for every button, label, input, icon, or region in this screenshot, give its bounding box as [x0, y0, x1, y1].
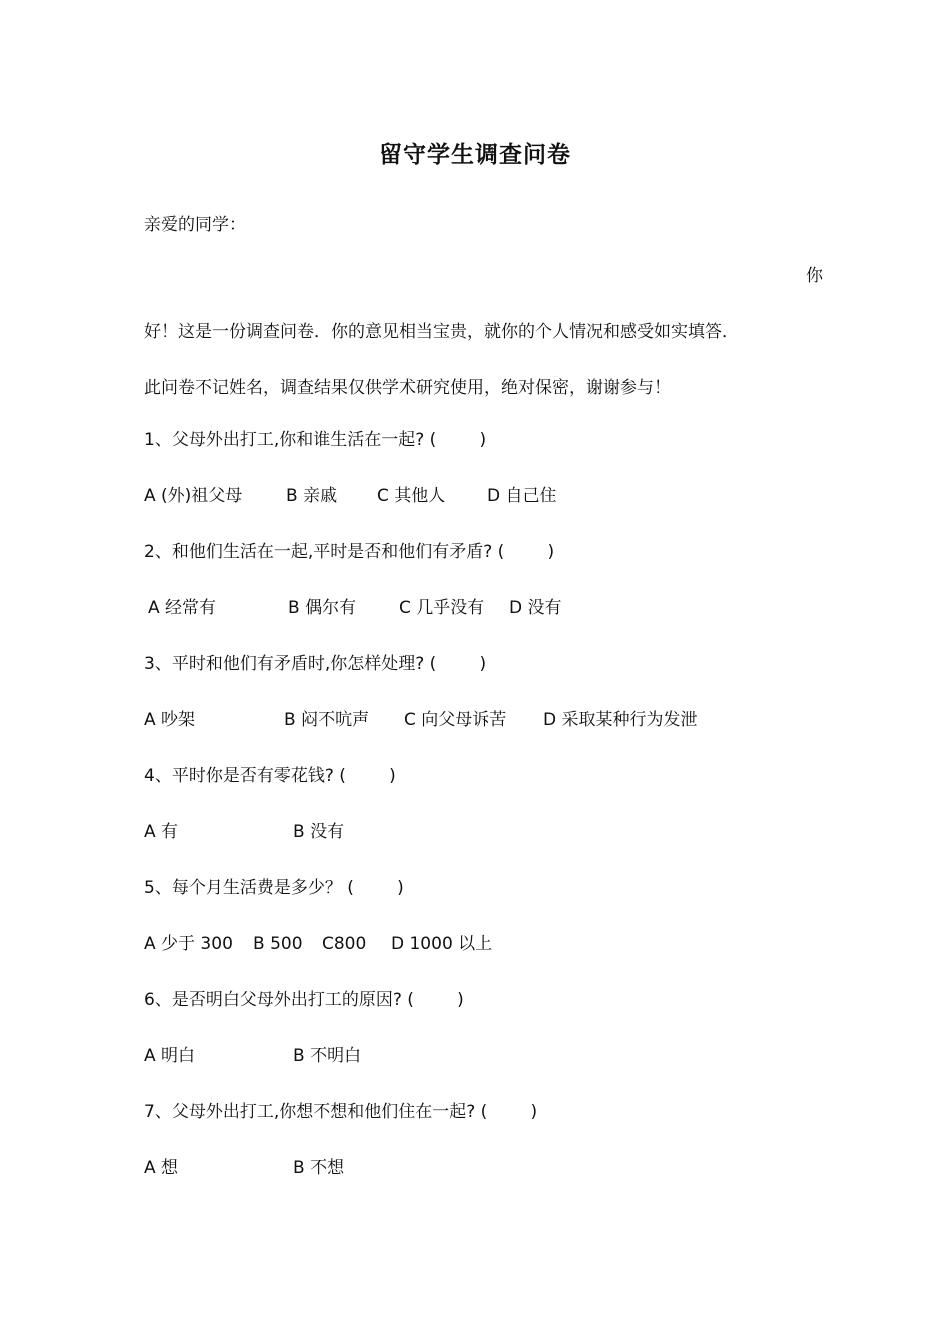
- question-2: 2、和他们生活在一起,平时是否和他们有矛盾? ( ): [144, 542, 555, 562]
- question-7: 7、父母外出打工,你想不想和他们住在一起? ( ): [144, 1102, 538, 1122]
- question-6: 6、是否明白父母外出打工的原因? ( ): [144, 990, 464, 1010]
- q1-option-d: D 自己住: [487, 486, 557, 506]
- q6-option-a: A 明白: [144, 1046, 196, 1066]
- question-5: 5、每个月生活费是多少？ ( ): [144, 878, 404, 898]
- q5-option-a: A 少于 300: [144, 934, 233, 954]
- intro-line-2: 此问卷不记姓名，调查结果仅供学术研究使用，绝对保密，谢谢参与！: [144, 378, 671, 398]
- q7-option-a: A 想: [144, 1158, 179, 1178]
- q5-option-b: B 500: [253, 934, 303, 954]
- q3-option-d: D 采取某种行为发泄: [543, 710, 698, 730]
- q3-option-b: B 闷不吭声: [284, 710, 370, 730]
- q3-option-c: C 向父母诉苦: [404, 710, 507, 730]
- question-1: 1、父母外出打工,你和谁生活在一起? ( ): [144, 430, 487, 450]
- q4-option-a: A 有: [144, 822, 179, 842]
- question-4: 4、平时你是否有零花钱? ( ): [144, 766, 396, 786]
- question-3: 3、平时和他们有矛盾时,你怎样处理? ( ): [144, 654, 487, 674]
- q4-option-b: B 没有: [293, 822, 345, 842]
- q1-option-a: A (外)祖父母: [144, 486, 243, 506]
- q2-option-d: D 没有: [509, 598, 562, 618]
- q2-option-a: A 经常有: [148, 598, 217, 618]
- intro-right-char: 你: [806, 266, 823, 286]
- q5-option-c: C800: [322, 934, 367, 954]
- q1-option-b: B 亲戚: [286, 486, 338, 506]
- greeting-text: 亲爱的同学：: [144, 215, 246, 235]
- q1-option-c: C 其他人: [377, 486, 446, 506]
- q2-option-b: B 偶尔有: [288, 598, 357, 618]
- q2-option-c: C 几乎没有: [399, 598, 485, 618]
- q5-option-d: D 1000 以上: [391, 934, 493, 954]
- q7-option-b: B 不想: [293, 1158, 345, 1178]
- q6-option-b: B 不明白: [293, 1046, 362, 1066]
- document-title: 留守学生调查问卷: [379, 142, 571, 168]
- intro-line-1: 好！这是一份调查问卷．你的意见相当宝贵，就你的个人情况和感受如实填答．: [144, 322, 739, 342]
- q3-option-a: A 吵架: [144, 710, 196, 730]
